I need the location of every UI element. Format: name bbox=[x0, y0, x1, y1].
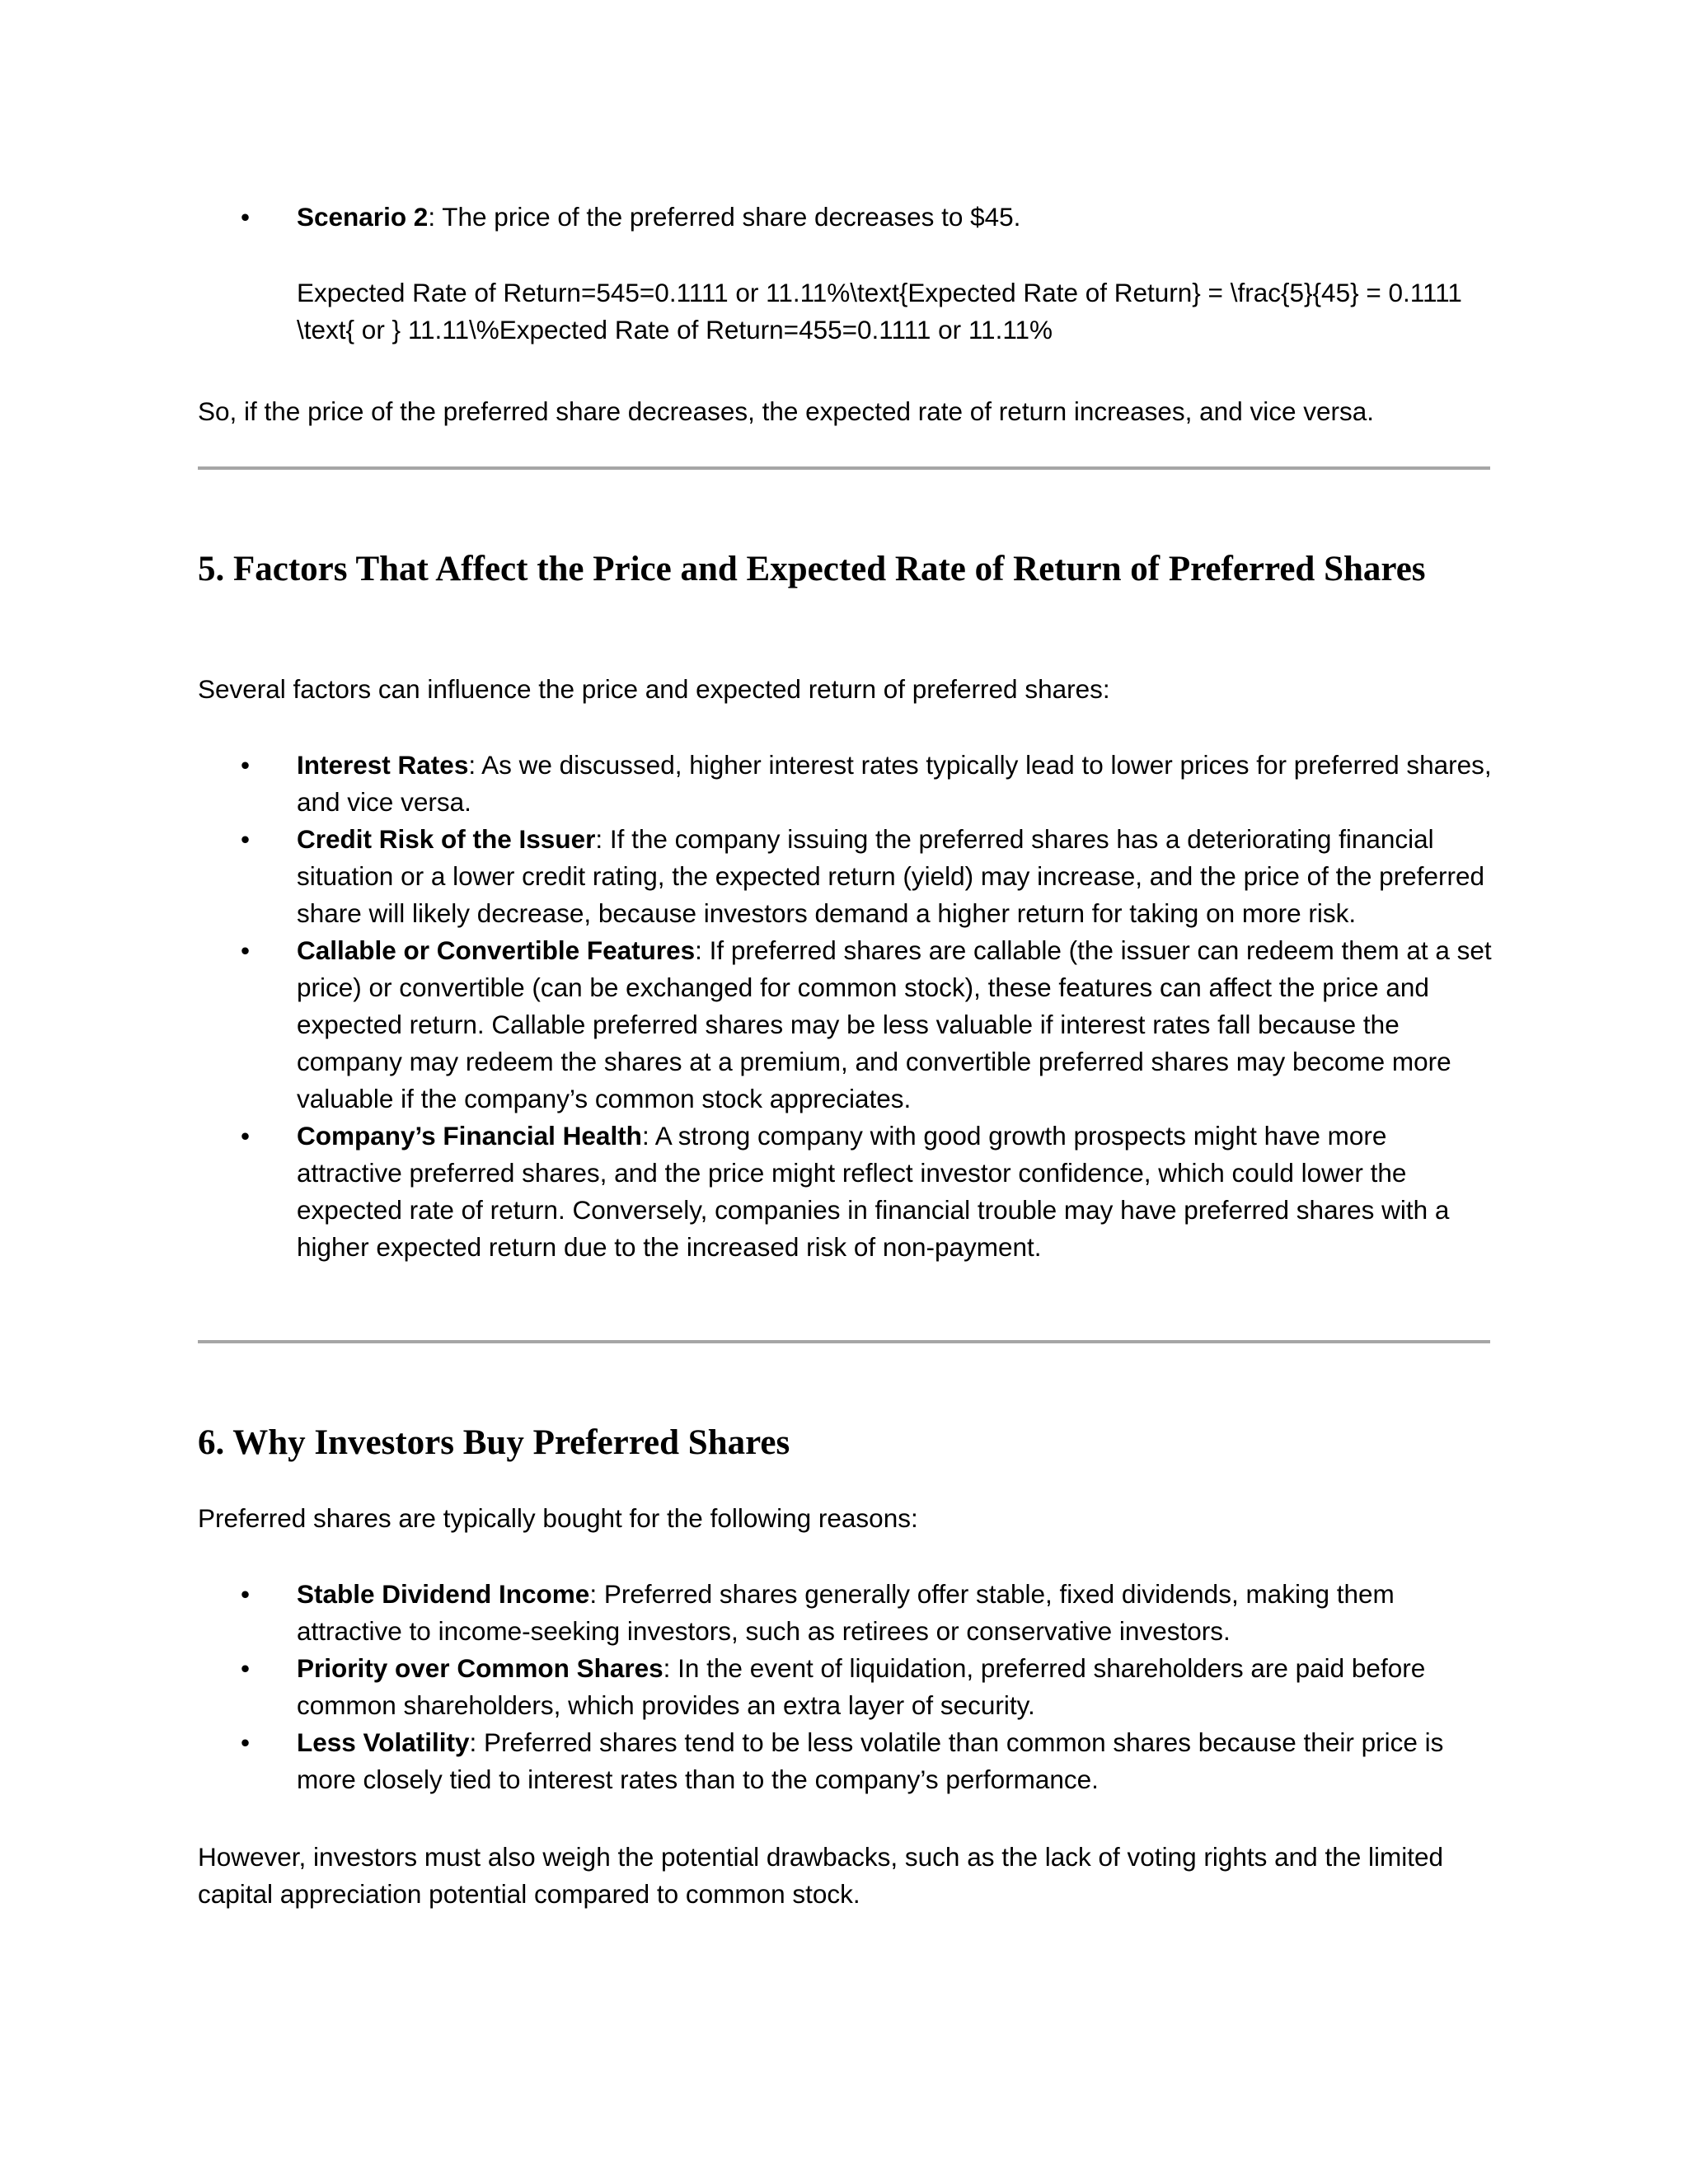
section-6-heading: 6. Why Investors Buy Preferred Shares bbox=[198, 1423, 790, 1462]
item-text: : Preferred shares tend to be less volatile than common shares because their price is more closely tied to interest rates than to the company’s performance. bbox=[297, 1727, 1444, 1794]
list-item bbox=[198, 1576, 1492, 1650]
bullet-glyph: • bbox=[241, 1653, 251, 1683]
scenario-term: Scenario 2 bbox=[297, 202, 429, 232]
item-term: Priority over Common Shares bbox=[297, 1653, 663, 1683]
formula-block: Expected Rate of Return=545=0.1111 or 11.11%\text{Expected Rate of Return} = \frac{5}{45} = 0.1111 \text{ or } 11.11\%Expected Rate of Return=455​=0.1111 or 11.11% bbox=[297, 278, 1462, 344]
section-5-intro: Several factors can influence the price and expected return of preferred shares: bbox=[198, 674, 1110, 704]
section-6-list bbox=[198, 1576, 1492, 1798]
item-text: : As we discussed, higher interest rates typically lead to lower prices for preferred shares, and vice versa. bbox=[297, 750, 1492, 817]
bullet-glyph: • bbox=[241, 750, 251, 780]
bullet-glyph: • bbox=[241, 824, 251, 854]
bullet-glyph: • bbox=[241, 1121, 251, 1151]
item-term: Credit Risk of the Issuer bbox=[297, 824, 596, 854]
bullet-glyph: • bbox=[241, 202, 251, 232]
list-item bbox=[198, 932, 1492, 1118]
list-item bbox=[198, 821, 1492, 932]
section-5-heading: 5. Factors That Affect the Price and Expected Rate of Return of Preferred Shares bbox=[198, 550, 1426, 588]
section-6-intro: Preferred shares are typically bought for the following reasons: bbox=[198, 1503, 918, 1533]
item-text: : If preferred shares are callable (the issuer can redeem them at a set price) or convertible (can be exchanged for common stock), these features can affect the price and expected return. Callable preferred shares may be less valuable if interest rates fall because the company may redeem the shares at a premium, and convertible preferred shares may become more valuable if the company’s common stock appreciates. bbox=[297, 935, 1492, 1113]
scenario-bullet bbox=[198, 199, 1484, 236]
item-text: : A strong company with good growth prospects might have more attractive preferred shares, and the price might reflect investor confidence, which could lower the expected rate of return. Conversely, companies in financial trouble may have preferred shares with a higher expected return due to the increased risk of non-payment. bbox=[297, 1121, 1450, 1262]
item-text: : In the event of liquidation, preferred shareholders are paid before common shareholders, which provides an extra layer of security. bbox=[297, 1653, 1426, 1720]
item-term: Stable Dividend Income bbox=[297, 1579, 590, 1609]
scenario-text bbox=[297, 199, 1484, 236]
item-term: Company’s Financial Health bbox=[297, 1121, 642, 1151]
bullet-glyph: • bbox=[241, 935, 251, 965]
item-term: Interest Rates bbox=[297, 750, 469, 780]
item-term: Callable or Convertible Features bbox=[297, 935, 696, 965]
item-text: : Preferred shares generally offer stable, fixed dividends, making them attractive to income-seeking investors, such as retirees or conservative investors. bbox=[297, 1579, 1395, 1646]
section-divider bbox=[198, 1340, 1490, 1343]
section-divider bbox=[198, 466, 1490, 470]
list-item bbox=[198, 747, 1492, 821]
conclusion-paragraph: So, if the price of the preferred share decreases, the expected rate of return increases, and vice versa. bbox=[198, 396, 1375, 426]
bullet-glyph: • bbox=[241, 1727, 251, 1757]
item-term: Less Volatility bbox=[297, 1727, 470, 1757]
bullet-glyph: • bbox=[241, 1579, 251, 1609]
list-item bbox=[198, 1118, 1492, 1266]
list-item bbox=[198, 1650, 1492, 1724]
scenario-description: : The price of the preferred share decreases to $45. bbox=[428, 202, 1021, 232]
item-text: : If the company issuing the preferred shares has a deteriorating financial situation or a lower credit rating, the expected return (yield) may increase, and the price of the preferred share will likely decrease, because investors demand a higher return for taking on more risk. bbox=[297, 824, 1484, 928]
section-5-list bbox=[198, 747, 1492, 1266]
list-item bbox=[198, 1724, 1492, 1798]
closing-paragraph: However, investors must also weigh the potential drawbacks, such as the lack of voting rights and the limited capital appreciation potential compared to common stock. bbox=[198, 1842, 1444, 1909]
